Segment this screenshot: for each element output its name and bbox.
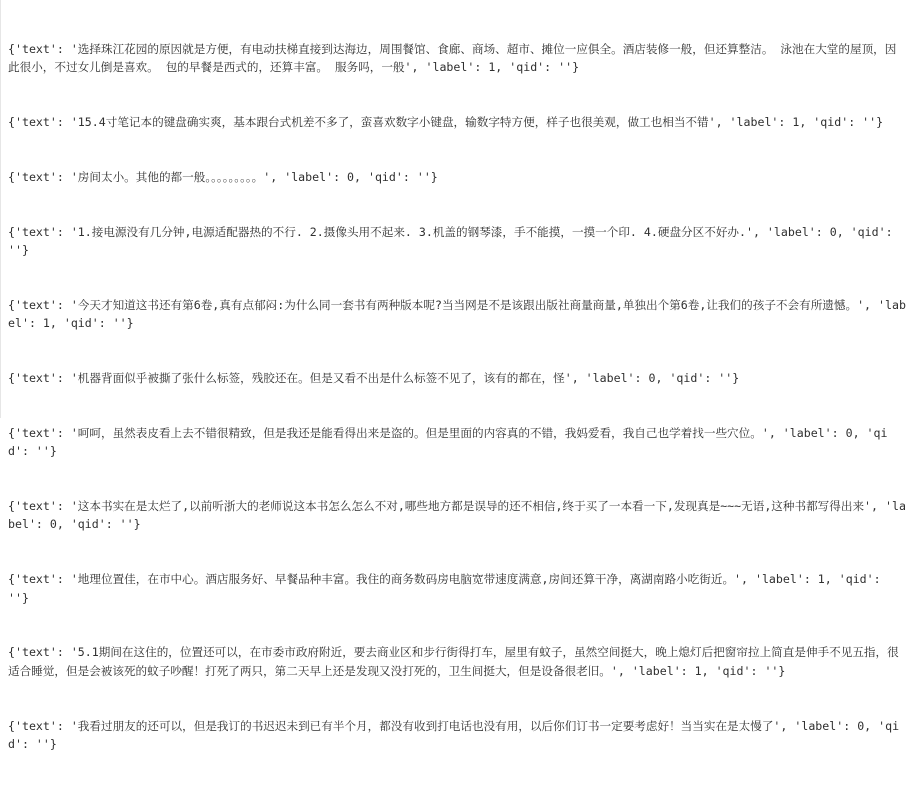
- record-line: {'text': '地理位置佳，在市中心。酒店服务好、早餐品种丰富。我住的商务数码房电脑宽带速度满意,房间还算干净，离湖南路小吃街近。', 'label': 1, 'qid': ''}: [8, 572, 888, 605]
- record-line: {'text': '我看过朋友的还可以，但是我订的书迟迟未到已有半个月，都没有收到打电话也没有用，以后你们订书一定要考虑好！当当实在是太慢了', 'label': 0, 'qid': ''}: [8, 718, 900, 751]
- record-line: {'text': '15.4寸笔记本的键盘确实爽，基本跟台式机差不多了，蛮喜欢数字小键盘，输数字特方便，样子也很美观，做工也相当不错', 'label': 1, 'qid': ''}: [8, 114, 884, 129]
- record-line: {'text': '5.1期间在这住的，位置还可以，在市委市政府附近，要去商业区和步行街得打车，屋里有蚊子，虽然空间挺大，晚上熄灯后把窗帘拉上简直是伸手不见五指，很适合睡觉，但是会被该死的蚊子吵醒！打死了两只，第二天早上还是发现又没打死的，卫生间挺大，但是设备很老旧。', 'label': 1, 'qid': ''}: [8, 645, 899, 678]
- record-line: {'text': '机器背面似乎被撕了张什么标签，残胶还在。但是又看不出是什么标签不见了，该有的都在，怪', 'label': 0, 'qid': ''}: [8, 370, 740, 385]
- record-line: {'text': '这本书实在是太烂了,以前听浙大的老师说这本书怎么怎么不对,哪些地方都是误导的还不相信,终于买了一本看一下,发现真是~~~无语,这种书都写得出来', 'label': 0, 'qid': ''}: [8, 499, 906, 532]
- record-line: {'text': '1.接电源没有几分钟,电源适配器热的不行. 2.摄像头用不起来. 3.机盖的钢琴漆，手不能摸，一摸一个印. 4.硬盘分区不好办.', 'label': 0, 'qid': ''}: [8, 224, 900, 257]
- record-line: {'text': '今天才知道这书还有第6卷,真有点郁闷:为什么同一套书有两种版本呢?当当网是不是该跟出版社商量商量,单独出个第6卷,让我们的孩子不会有所遗憾。', 'label': 1, 'qid': ''}: [8, 297, 906, 331]
- output-text: [1, 0, 912, 790]
- record-line: {'text': '房间太小。其他的都一般。。。。。。。。。', 'label': 0, 'qid': ''}: [8, 169, 438, 184]
- record-line: {'text': '选择珠江花园的原因就是方便，有电动扶梯直接到达海边，周围餐馆、食廊、商场、超市、摊位一应俱全。酒店装修一般，但还算整洁。 泳池在大堂的屋顶，因此很小，不过女儿倒是喜欢。 包的早餐是西式的，还算丰富。 服务吗，一般', 'label': 1, 'qid': ''}: [8, 41, 897, 74]
- record-line: {'text': '呵呵，虽然表皮看上去不错很精致，但是我还是能看得出来是盗的。但是里面的内容真的不错，我妈爱看，我自己也学着找一些穴位。', 'label': 0, 'qid': ''}: [8, 425, 888, 459]
